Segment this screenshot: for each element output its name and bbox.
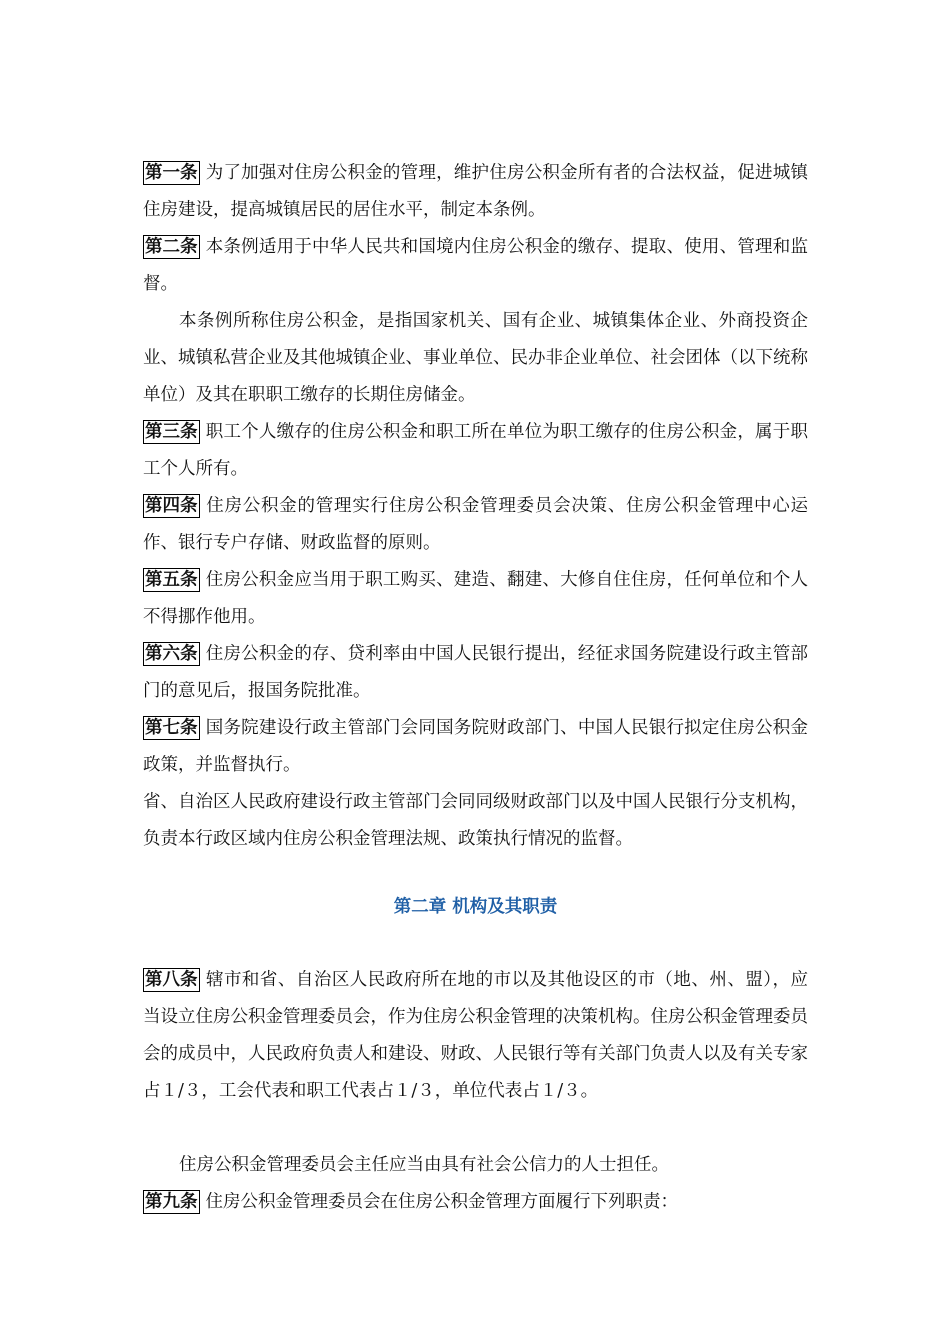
article-8-paragraph-2: 住房公积金管理委员会主任应当由具有社会公信力的人士担任。 (179, 1155, 669, 1175)
article-9-label: 第九条 (145, 1192, 198, 1212)
article-6 (143, 636, 808, 710)
article-6-text: 住房公积金的存、贷利率由中国人民银行提出，经征求国务院建设行政主管部门的意见后，报国务院批准。 (143, 644, 808, 701)
article-8 (143, 962, 808, 1110)
article-2-text: 本条例适用于中华人民共和国境内住房公积金的缴存、提取、使用、管理和监督。 (143, 237, 808, 294)
article-3 (143, 414, 808, 488)
article-2 (143, 229, 808, 303)
article-3-text: 职工个人缴存的住房公积金和职工所在单位为职工缴存的住房公积金，属于职工个人所有。 (143, 422, 808, 479)
article-4-label: 第四条 (145, 496, 198, 516)
article-5-text: 住房公积金应当用于职工购买、建造、翻建、大修自住住房，任何单位和个人不得挪作他用。 (143, 570, 808, 627)
article-1-text: 为了加强对住房公积金的管理，维护住房公积金所有者的合法权益，促进城镇住房建设，提高城镇居民的居住水平，制定本条例。 (143, 163, 808, 220)
article-2-label: 第二条 (145, 237, 198, 257)
article-6-label: 第六条 (145, 644, 198, 664)
article-8-label: 第八条 (145, 970, 198, 990)
article-5-label: 第五条 (145, 570, 198, 590)
article-4-text: 住房公积金的管理实行住房公积金管理委员会决策、住房公积金管理中心运作、银行专户存储、财政监督的原则。 (143, 496, 808, 553)
article-7-label: 第七条 (145, 718, 198, 738)
article-4 (143, 488, 808, 562)
article-1 (143, 155, 808, 229)
article-1-label: 第一条 (145, 163, 198, 183)
article-7-text: 国务院建设行政主管部门会同国务院财政部门、中国人民银行拟定住房公积金政策，并监督执行。 (143, 718, 808, 775)
chapter-heading: 第二章 机构及其职责 (393, 897, 558, 917)
article-2-paragraph-2: 本条例所称住房公积金，是指国家机关、国有企业、城镇集体企业、外商投资企业、城镇私营企业及其他城镇企业、事业单位、民办非企业单位、社会团体（以下统称单位）及其在职职工缴存的长期住房储金。 (143, 311, 808, 405)
article-9 (143, 1184, 808, 1221)
article-7-paragraph-2: 省、自治区人民政府建设行政主管部门会同同级财政部门以及中国人民银行分支机构，负责本行政区域内住房公积金管理法规、政策执行情况的监督。 (143, 792, 808, 849)
article-9-text: 住房公积金管理委员会在住房公积金管理方面履行下列职责： (205, 1192, 678, 1212)
article-7 (143, 710, 808, 784)
article-8-text: 辖市和省、自治区人民政府所在地的市以及其他设区的市（地、州、盟），应当设立住房公积金管理委员会，作为住房公积金管理的决策机构。住房公积金管理委员会的成员中，人民政府负责人和建设、财政、人民银行等有关部门负责人以及有关专家占１/３，工会代表和职工代表占１/３，单位代表占１/３。 (143, 970, 808, 1101)
article-5 (143, 562, 808, 636)
article-3-label: 第三条 (145, 422, 198, 442)
